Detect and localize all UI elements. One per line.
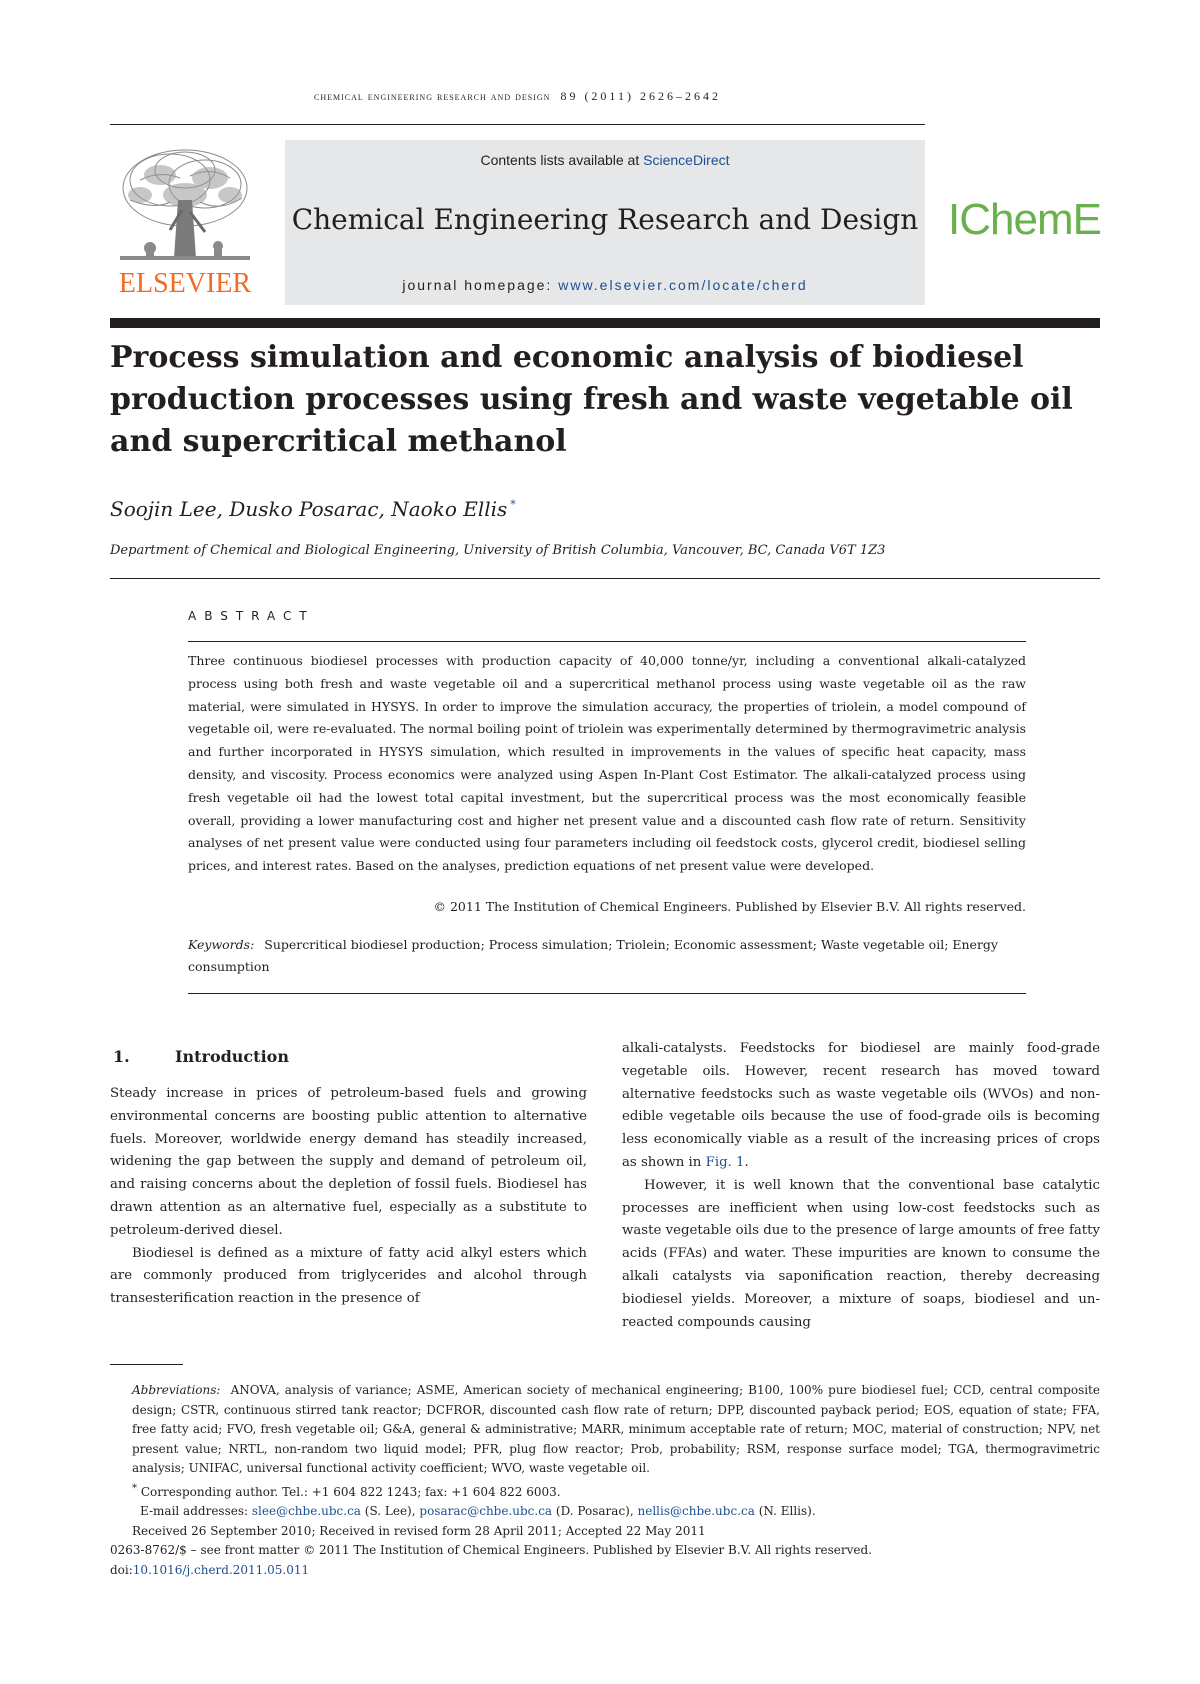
email-link[interactable]: posarac@chbe.ubc.ca (419, 1504, 553, 1518)
email-link[interactable]: nellis@chbe.ubc.ca (637, 1504, 755, 1518)
abstract-divider-top (188, 641, 1026, 642)
abbreviations-label: Abbreviations: (132, 1383, 221, 1397)
abbreviations-footnote (110, 1381, 1100, 1479)
icheme-logo (948, 195, 1101, 245)
keywords-text: Supercritical biodiesel production; Process simulation; Triolein; Economic assessment; Waste vegetable oil; Energy consumption (188, 937, 998, 974)
running-header (110, 89, 925, 104)
doi-link[interactable]: 10.1016/j.cherd.2011.05.011 (132, 1562, 310, 1577)
abstract-divider-bottom (188, 993, 1026, 994)
abbreviations-text: ANOVA, analysis of variance; ASME, American society of mechanical engineering; B100, 100% pure biodiesel fuel; CCD, central composite design; CSTR, continuous stirred tank reactor; DCFROR, discounted cash flow rate of return; DPP, discounted payback period; EOS, equation of state; FFA, free fatty acid; FVO, fresh vegetable oil; G&A, general & administrative; MARR, minimum acceptable rate of return; MOC, material of construction; NPV, net present value; NRTL, non-random two liquid model; PFR, plug flow reactor; Prob, probability; RSM, response surface model; TGA, thermogravimetric analysis; UNIFAC, universal functional activity coefficient; WVO, waste vegetable oil. (132, 1383, 1100, 1475)
paragraph: However, it is well known that the conventional base catalytic processes are inefficient when using low-cost feedstocks such as waste vegetable oils due to the presence of large amounts of free fatty acids (FFAs) and water. These impurities are known to consume the alkali catalysts via saponification reaction, thereby decreasing biodiesel yields. Moreover, a mixture of soaps, biodiesel and un-reacted compounds causing (622, 1177, 1100, 1330)
section-title: Introduction (175, 1047, 289, 1066)
section-heading (113, 1047, 289, 1066)
email-link[interactable]: slee@chbe.ubc.ca (251, 1504, 361, 1518)
issn-line: 0263-8762/$ – see front matter © 2011 The Institution of Chemical Engineers. Published by Elsevier B.V. All rights reserved. (110, 1543, 873, 1557)
corresponding-mark: * (132, 1482, 137, 1494)
paragraph-end: . (744, 1154, 749, 1170)
email-owner: (N. Ellis). (758, 1504, 816, 1518)
body-column-right (622, 1038, 1100, 1334)
footnote-divider (110, 1364, 183, 1365)
figure-link[interactable]: Fig. 1 (705, 1154, 745, 1170)
contents-prefix: Contents lists available at (480, 152, 640, 168)
title-line: production processes using fresh and waste vegetable oil (110, 382, 1073, 417)
email-label: E-mail addresses: (140, 1504, 249, 1518)
title-line: and supercritical methanol (110, 424, 567, 459)
abstract-copyright: © 2011 The Institution of Chemical Engineers. Published by Elsevier B.V. All rights reserved. (433, 899, 1026, 914)
elsevier-wordmark: ELSEVIER (118, 268, 252, 299)
doi-line (110, 1561, 1100, 1581)
email-footnote (110, 1502, 1100, 1522)
doi-label: doi: (110, 1562, 133, 1577)
corresponding-author-mark[interactable]: * (510, 498, 516, 512)
journal-homepage (285, 277, 925, 293)
keywords (188, 934, 1026, 978)
section-number: 1. (113, 1047, 130, 1066)
header-divider (110, 124, 925, 125)
body-column-left (110, 1083, 587, 1311)
keywords-label: Keywords: (188, 937, 255, 952)
running-header-journal: chemical engineering research and design (314, 89, 551, 103)
corresponding-footnote (110, 1479, 1100, 1503)
icheme-wordmark: IChemE (948, 195, 1101, 244)
affiliation-divider (110, 578, 1100, 579)
paragraph-text: alkali-catalysts. Feedstocks for biodiesel are mainly food-grade vegetable oils. However, recent research has moved toward alternative feedstocks such as waste vegetable oils (WVOs) and non-edible vegetable oils because the use of food-grade oils is becoming less economically viable as a result of the increasing prices of crops as shown in (622, 1041, 1100, 1170)
paragraph (622, 1038, 1100, 1175)
paragraph: Steady increase in prices of petroleum-based fuels and growing environmental concerns are boosting public attention to alternative fuels. Moreover, worldwide energy demand has steadily increased, widening the gap between the supply and demand of petroleum oil, and raising concerns about the depletion of fossil fuels. Biodiesel has drawn attention as an alternative fuel, especially as a substitute to petroleum-derived diesel. (110, 1086, 587, 1238)
author-list (110, 497, 516, 521)
corresponding-text: Corresponding author. Tel.: +1 604 822 1243; fax: +1 604 822 6003. (140, 1484, 561, 1499)
homepage-prefix: journal homepage: (402, 277, 553, 293)
received-dates: Received 26 September 2010; Received in revised form 28 April 2011; Accepted 22 May 2011 (132, 1523, 706, 1538)
footnotes (110, 1381, 1100, 1580)
masthead-divider (110, 318, 1100, 328)
journal-title: Chemical Engineering Research and Design (291, 203, 919, 236)
paragraph: Biodiesel is defined as a mixture of fatty acid alkyl esters which are commonly produced from triglycerides and alcohol through transesterification reaction in the presence of (110, 1245, 587, 1307)
homepage-link[interactable]: www.elsevier.com/locate/cherd (558, 277, 808, 293)
abstract-text: Three continuous biodiesel processes with production capacity of 40,000 tonne/yr, including a conventional alkali-catalyzed process using both fresh and waste vegetable oil and a supercritical methanol process using waste vegetable oil as the raw material, were simulated in HYSYS. In order to improve the simulation accuracy, the properties of triolein, a model compound of vegetable oil, were re-evaluated. The normal boiling point of triolein was experimentally determined by thermogravimetric analysis and further incorporated in HYSYS simulation, which resulted in improvements in the values of specific heat capacity, mass density, and viscosity. Process economics were analyzed using Aspen In-Plant Cost Estimator. The alkali-catalyzed process using fresh vegetable oil had the lowest total capital investment, but the supercritical process was the most economically feasible overall, providing a lower manufacturing cost and higher net present value and a discounted cash flow rate of return. Sensitivity analyses of net present value were conducted using four parameters including oil feedstock costs, glycerol credit, biodiesel selling prices, and interest rates. Based on the analyses, prediction equations of net present value were developed. (188, 653, 1026, 874)
affiliation: Department of Chemical and Biological Engineering, University of British Columbia, Vancouver, BC, Canada V6T 1Z3 (110, 543, 886, 558)
authors-text: Soojin Lee, Dusko Posarac, Naoko Ellis (110, 497, 508, 521)
running-header-volume: 89 (2011) 2626–2642 (560, 89, 721, 103)
email-owner: (S. Lee), (364, 1504, 416, 1518)
elsevier-logo (110, 140, 260, 310)
abstract-heading: ABSTRACT (188, 609, 315, 623)
title-line: Process simulation and economic analysis of biodiesel (110, 340, 1024, 375)
email-owner: (D. Posarac), (555, 1504, 634, 1518)
article-title (110, 337, 1090, 463)
contents-line (285, 152, 925, 168)
sciencedirect-link[interactable]: ScienceDirect (643, 152, 730, 168)
